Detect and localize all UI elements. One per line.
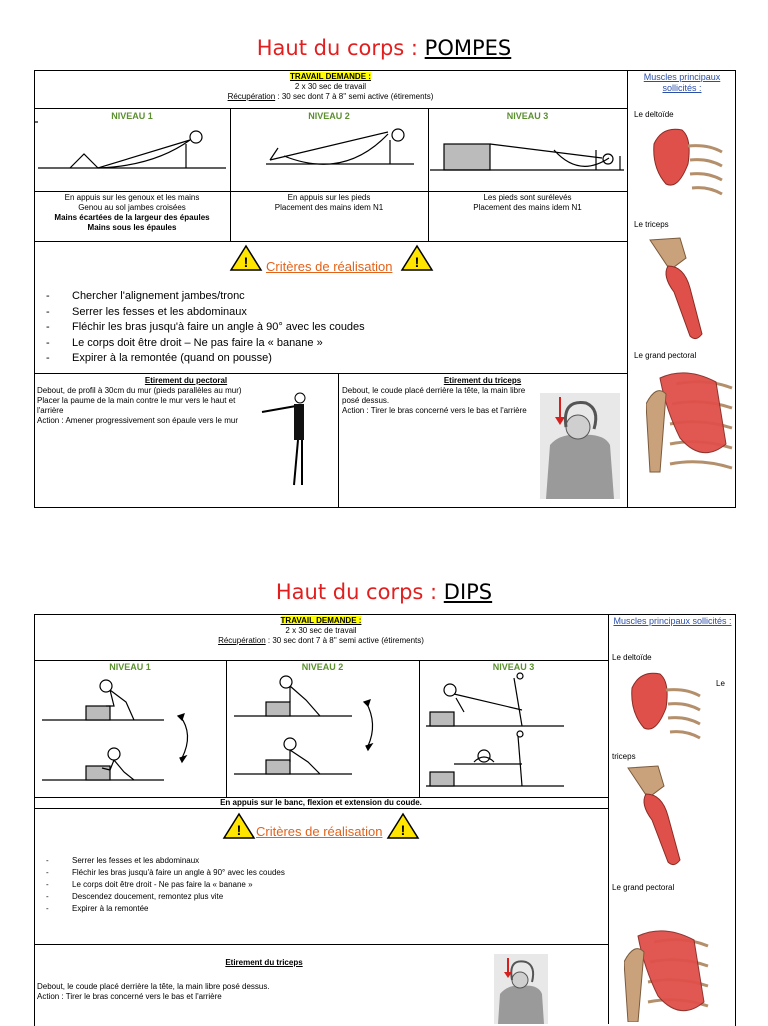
pectoral-illustration (624, 922, 710, 1022)
muscle-label-deltoid: Le deltoïde (634, 110, 674, 119)
title-prefix: Haut du corps : (256, 36, 425, 60)
work-label: TRAVAIL DEMANDE : (280, 616, 362, 625)
level-3-label: NIVEAU 3 (492, 662, 535, 672)
criteria-list (34, 289, 632, 367)
list-item: - Le corps doit être droit - Ne pas faire la « banane » (72, 879, 632, 891)
list-item: - Le corps doit être droit – Ne pas faire la « banane » (72, 336, 632, 352)
recovery-text: : 30 sec dont 7 à 8'' semi active (étirements) (275, 92, 434, 101)
svg-text:!: ! (400, 822, 406, 838)
recovery-label: Récupération (218, 636, 266, 645)
level-3-label: NIVEAU 3 (506, 111, 549, 121)
work-detail: 2 x 30 sec de travail (285, 626, 357, 635)
triceps-illustration (646, 236, 710, 344)
recovery-text: : 30 sec dont 7 à 8'' semi active (étirements) (265, 636, 424, 645)
deltoid-illustration (648, 124, 724, 198)
level-3-description: Les pieds sont surélevés Placement des mains idem N1 (473, 193, 582, 212)
criteria-list (34, 855, 632, 915)
title-prefix: Haut du corps : (275, 580, 444, 604)
list-item: - Descendez doucement, remontez plus vite (72, 891, 632, 903)
muscles-header: Muscles principaux sollicités : (613, 616, 732, 626)
triceps-stretch-title: Etirement du triceps (443, 376, 522, 385)
list-item: - Serrer les fesses et les abdominaux (72, 305, 632, 321)
bench-instruction: En appuis sur le banc, flexion et extension du coude. (220, 798, 422, 807)
standing-figure-icon (258, 390, 318, 490)
list-item: - Expirer à la remontée (72, 903, 632, 915)
pushup-levels-illustration (34, 120, 627, 190)
triceps-stretch-photo (494, 954, 548, 1024)
muscle-label-triceps: triceps (612, 752, 636, 761)
level-2-label: NIVEAU 2 (301, 662, 344, 672)
triceps-stretch-text: Debout, le coude placé derrière la tête, la main libre posé dessus. Action : Tirer le bras concerné vers le bas et l'arrière (342, 386, 527, 415)
criteria-title: Critères de réalisation (266, 259, 393, 274)
level-2-description: En appuis sur les pieds Placement des mains idem N1 (274, 193, 384, 212)
level-1-label: NIVEAU 1 (111, 111, 153, 121)
recovery-label: Récupération (227, 92, 276, 101)
svg-text:!: ! (243, 254, 249, 270)
level-1-label: NIVEAU 1 (109, 662, 151, 672)
muscle-label-pectoral: Le grand pectoral (612, 883, 675, 892)
criteria-title: Critères de réalisation (256, 824, 383, 839)
list-item: - Fléchir les bras jusqu'à faire un angle à 90° avec les coudes (72, 867, 632, 879)
list-item: - Expirer à la remontée (quand on pousse) (72, 351, 632, 367)
list-item: - Chercher l'alignement jambes/tronc (72, 289, 632, 305)
page-title-dips (0, 580, 768, 604)
svg-text:!: ! (414, 254, 420, 270)
muscle-label-deltoid: Le deltoïde (612, 653, 652, 662)
muscle-label-pectoral: Le grand pectoral (634, 351, 697, 360)
muscle-label-le: Le (716, 679, 725, 688)
list-item: - Fléchir les bras jusqu'à faire un angle à 90° avec les coudes (72, 320, 632, 336)
title-exercise: DIPS (443, 580, 493, 604)
pectoral-stretch-title: Etirement du pectoral (144, 376, 228, 385)
warning-icon (386, 812, 420, 840)
warning-icon (229, 244, 263, 272)
pectoral-illustration (646, 364, 734, 474)
triceps-stretch-photo (540, 393, 620, 499)
warning-icon (400, 244, 434, 272)
muscles-header: Muscles principaux sollicités : (643, 72, 721, 93)
triceps-stretch-title: Etirement du triceps (225, 958, 303, 967)
warning-icon (222, 812, 256, 840)
work-detail: 2 x 30 sec de travail (294, 82, 367, 91)
page-title-pompes (0, 36, 768, 60)
work-label: TRAVAIL DEMANDE : (290, 72, 371, 81)
pectoral-stretch-text: Debout, de profil à 30cm du mur (pieds parallèles au mur) Placer la paume de la main contre le mur vers le haut et l'arrière Action : Amener progressivement son épaule vers le mur (37, 386, 242, 425)
triceps-stretch-text: Debout, le coude placé derrière la tête, la main libre posé dessus. Action : Tirer le bras concerné vers le bas et l'arrière (37, 982, 270, 1001)
dips-levels-illustration (34, 672, 608, 796)
list-item: - Serrer les fesses et les abdominaux (72, 855, 632, 867)
level-1-description: En appuis sur les genoux et les mains Genou au sol jambes croisées Mains écartées de la largeur des épaules Mains sous les épaules (54, 193, 210, 232)
svg-text:!: ! (236, 822, 242, 838)
triceps-illustration (624, 764, 688, 868)
muscle-label-triceps: Le triceps (634, 220, 669, 229)
work-header (34, 72, 627, 102)
title-exercise: POMPES (424, 36, 512, 60)
level-2-label: NIVEAU 2 (308, 111, 350, 121)
deltoid-illustration (626, 668, 702, 740)
work-header (34, 616, 608, 646)
